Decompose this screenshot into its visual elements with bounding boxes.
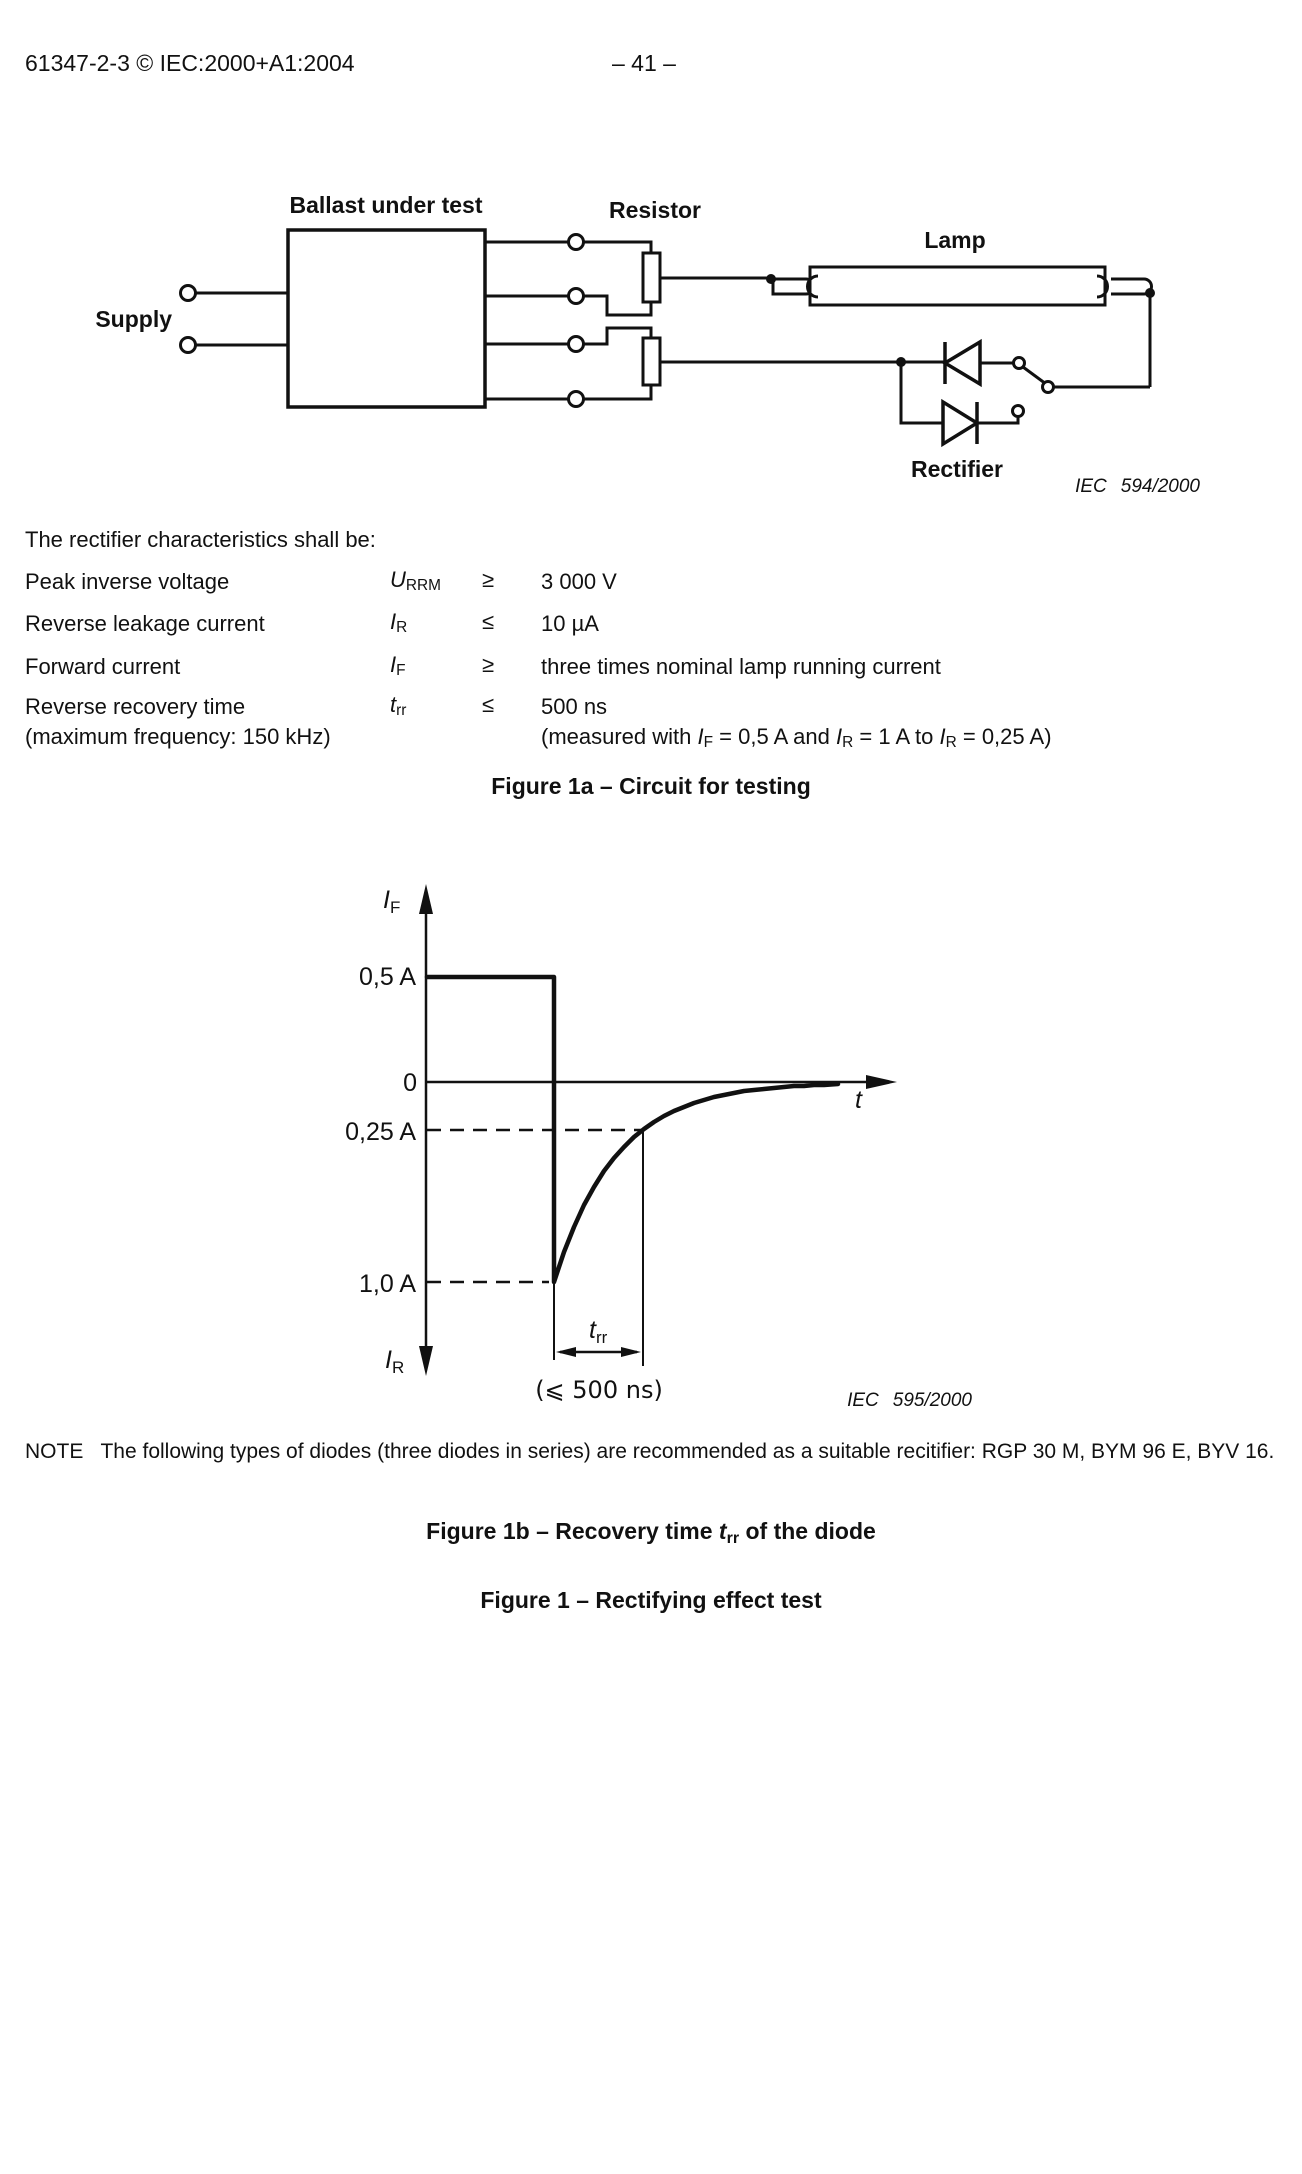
dashed-guides xyxy=(427,1130,641,1282)
trr-dimension-arrow xyxy=(556,1347,641,1357)
char-symbol: trr xyxy=(390,692,407,720)
supply-label: Supply xyxy=(95,306,172,332)
figure-1b-recovery-graph xyxy=(0,860,1302,1430)
char-symbol: IR xyxy=(390,609,408,637)
figure-1a-caption: Figure 1a – Circuit for testing xyxy=(491,773,811,799)
y-axis-positive-label: $I_F$ xyxy=(383,886,401,917)
char-relation: ≥ xyxy=(482,652,495,677)
diode-top xyxy=(945,342,980,384)
doc-reference: 61347-2-3 © IEC:2000+A1:2004 xyxy=(25,50,355,76)
char-name: Forward current xyxy=(25,654,181,679)
figure-1-caption: Figure 1 – Rectifying effect test xyxy=(480,1587,822,1613)
resistor-2 xyxy=(643,338,660,385)
char-name: Reverse leakage current xyxy=(25,611,265,636)
trr-label: $t_{rr}$ xyxy=(589,1316,608,1347)
resistor-1 xyxy=(643,253,660,302)
lamp-symbol xyxy=(773,267,1152,305)
note-text: NOTE The following types of diodes (three diodes in series) are recommended as a suitable recitifier: RGP 30 M, BYM 96 E, BYV 16. xyxy=(25,1440,1275,1463)
char-name: Reverse recovery time (maximum frequency: 150 kHz) xyxy=(25,694,331,749)
characteristics-intro: The rectifier characteristics shall be: xyxy=(25,527,376,552)
x-axis-label: t xyxy=(855,1086,862,1114)
char-value: 10 µA xyxy=(541,611,599,636)
resistor-label: Resistor xyxy=(608,197,702,223)
char-symbol: URRM xyxy=(390,567,441,595)
iec-ref-594: IEC 594/2000 xyxy=(1075,476,1200,497)
char-value: three times nominal lamp running current xyxy=(541,654,941,679)
lamp-label: Lamp xyxy=(924,227,986,253)
char-relation: ≤ xyxy=(482,609,495,634)
char-value: 3 000 V xyxy=(541,569,617,594)
rectifier-label: Rectifier xyxy=(910,456,1004,482)
char-symbol: IF xyxy=(390,652,406,680)
char-name: Peak inverse voltage xyxy=(25,569,230,594)
tick-0-25A: 0,25 A xyxy=(345,1118,416,1146)
figure-1a-circuit-diagram xyxy=(0,115,1302,515)
char-relation: ≤ xyxy=(482,692,495,717)
char-value: 500 ns (measured with IF = 0,5 A and IR = 1 A to IR = 0,25 A) xyxy=(541,694,1052,752)
current-trace xyxy=(427,977,838,1282)
switch xyxy=(980,293,1150,387)
page-number: – 41 – xyxy=(612,50,676,76)
iec-ref-595: IEC 595/2000 xyxy=(847,1390,972,1411)
tick-0: 0 xyxy=(403,1069,417,1097)
tick-1-0A: 1,0 A xyxy=(359,1270,416,1298)
trr-limit-label: (⩽ 500 ns) xyxy=(535,1376,663,1404)
y-axis-negative-label: $I_R$ xyxy=(385,1346,405,1377)
axis-arrowheads xyxy=(419,884,897,1376)
diode-bottom xyxy=(901,362,1018,444)
tick-0-5A: 0,5 A xyxy=(359,963,416,991)
ballast-label: Ballast under test xyxy=(289,192,483,218)
char-relation: ≥ xyxy=(482,567,495,592)
figure-1b-caption: Figure 1b – Recovery time trr of the diode xyxy=(426,1518,876,1547)
ballast-box xyxy=(288,230,485,407)
